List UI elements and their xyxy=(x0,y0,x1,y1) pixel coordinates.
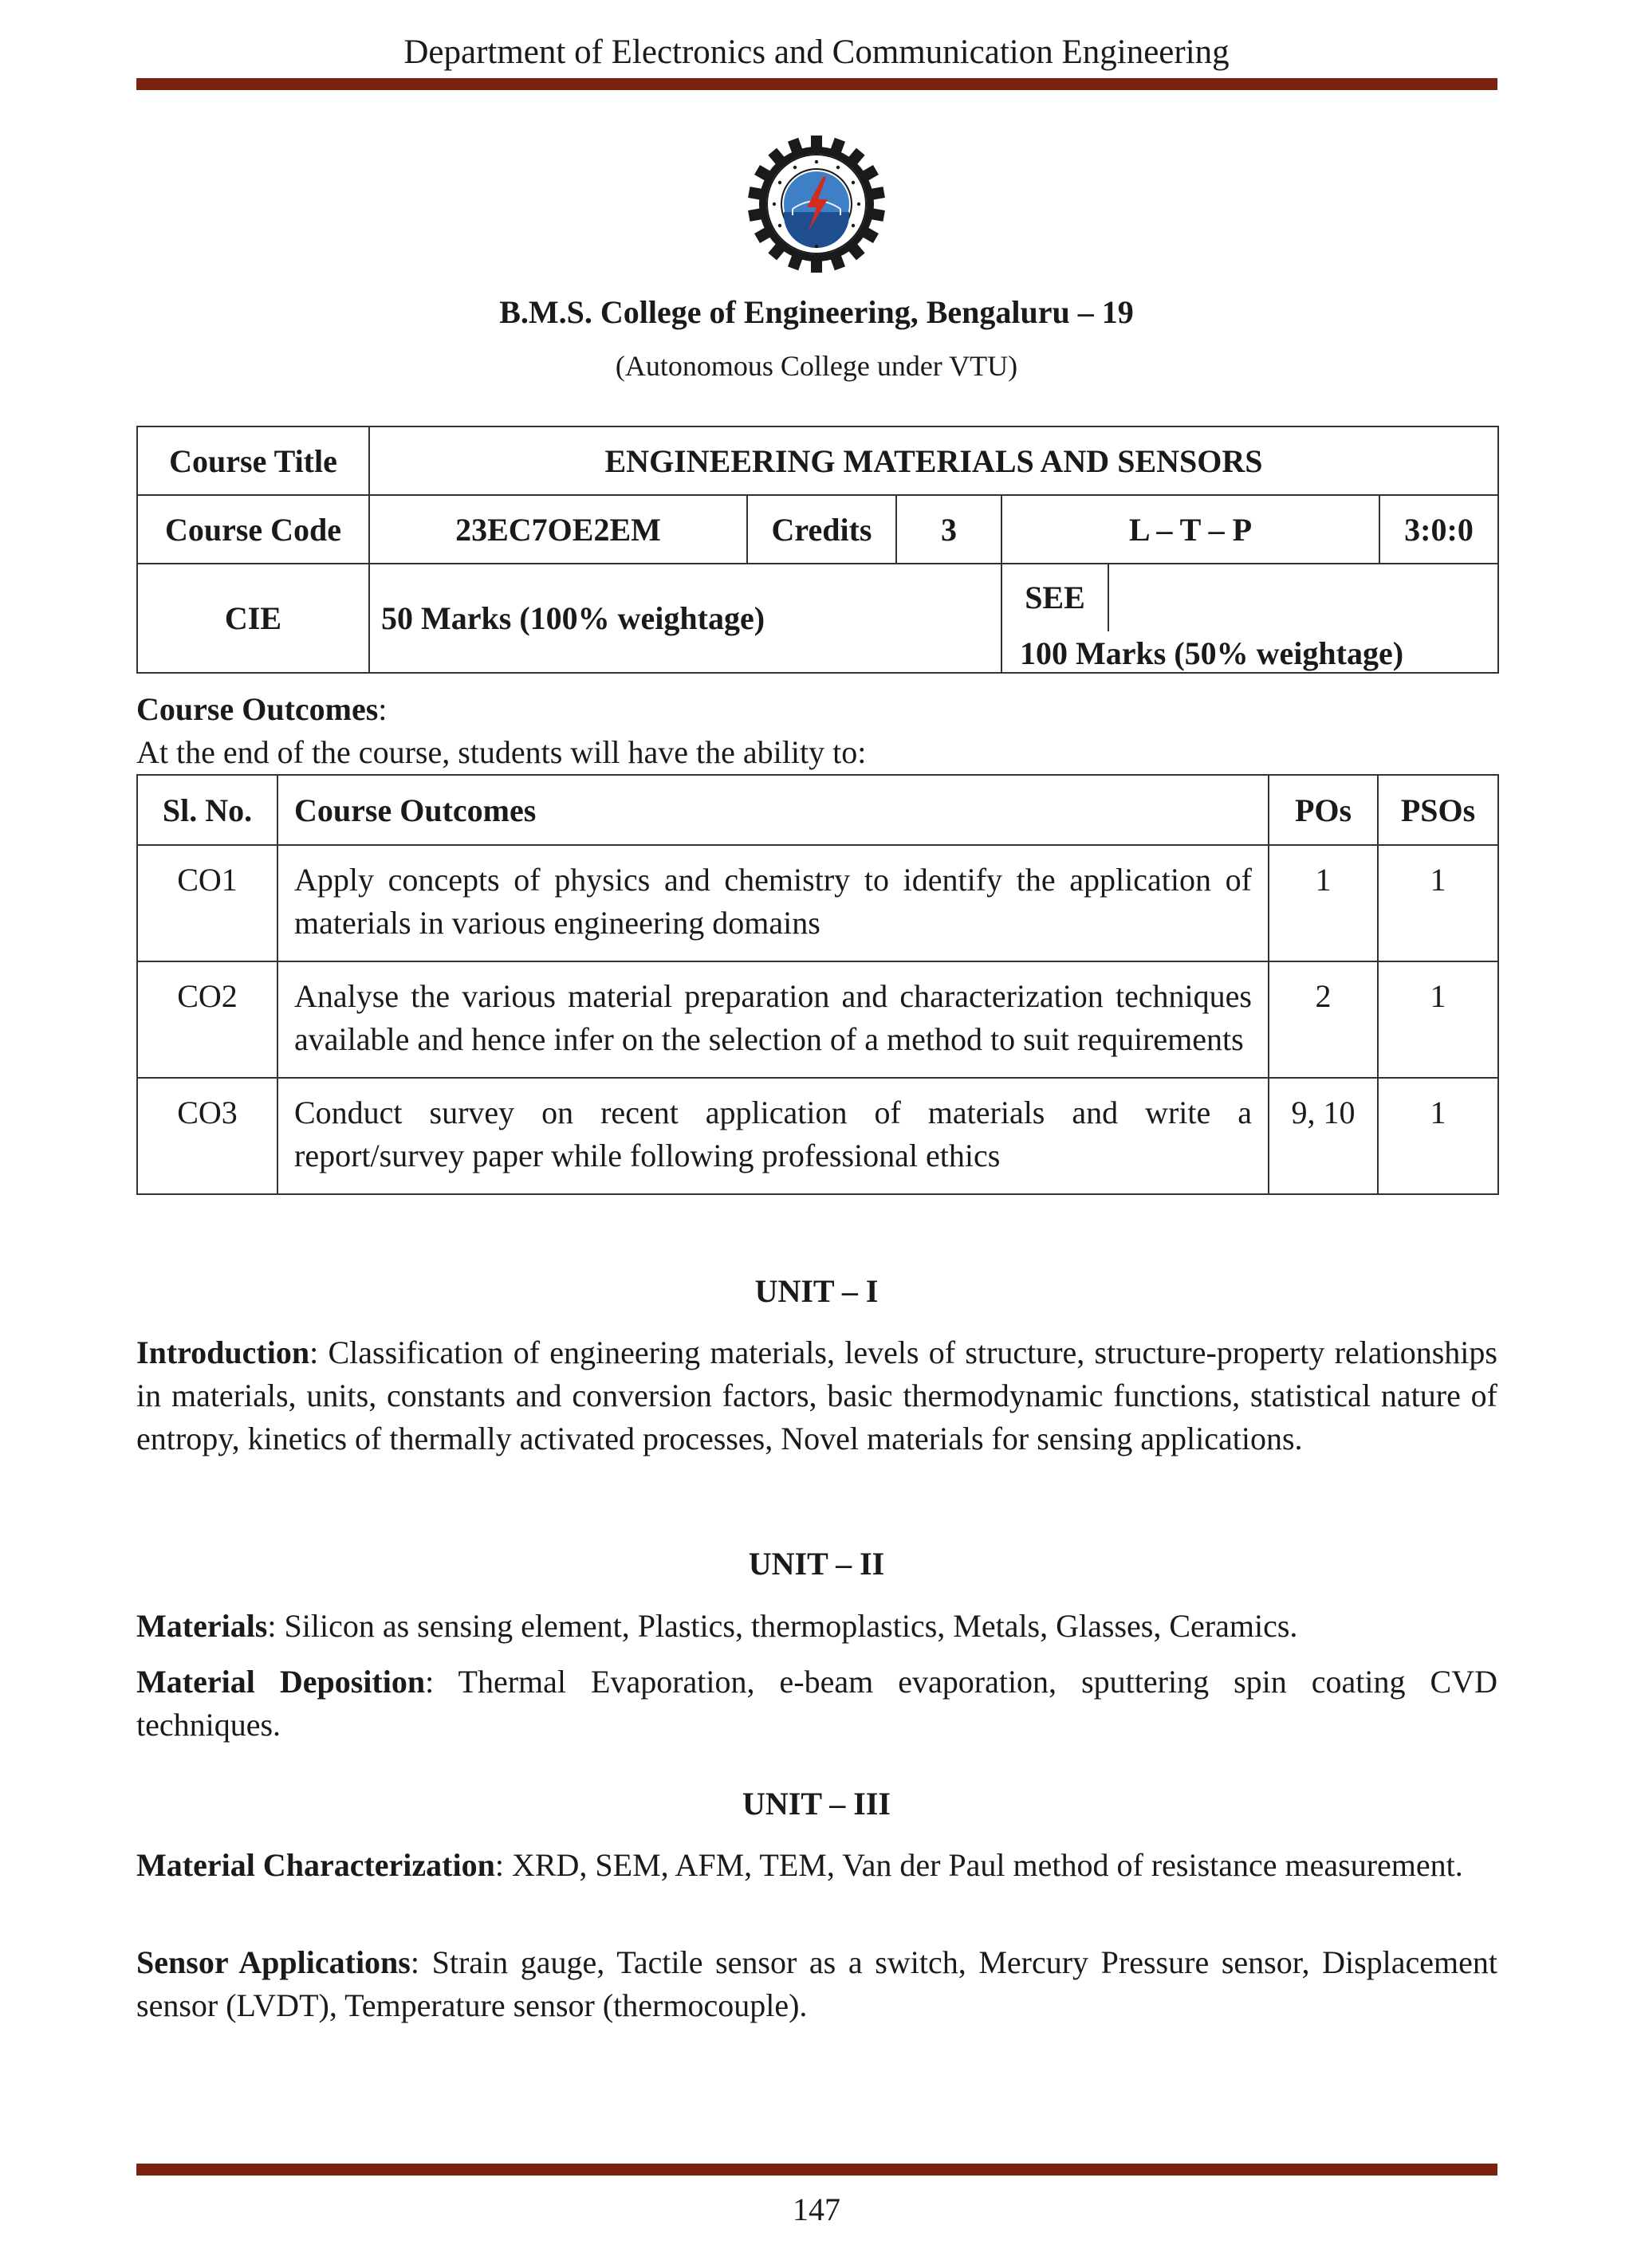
ltp-label: L – T – P xyxy=(1001,495,1379,564)
outcome-pos: 2 xyxy=(1269,961,1378,1078)
outcome-description: Apply concepts of physics and chemistry to identify the application of materials in various engineering domains xyxy=(277,845,1269,961)
see-cell xyxy=(1001,564,1498,673)
college-name: B.M.S. College of Engineering, Bengaluru – 19 xyxy=(499,294,1134,330)
see-label: SEE xyxy=(1002,564,1109,631)
paragraph-term: Sensor Applications xyxy=(136,1944,411,1980)
paragraph-text: : Silicon as sensing element, Plastics, thermoplastics, Metals, Glasses, Ceramics. xyxy=(267,1608,1298,1644)
course-outcomes-heading-text: Course Outcomes xyxy=(136,691,379,727)
outcome-description: Analyse the various material preparation and characterization techniques available and hence infer on the selection of a method to suit requirements xyxy=(277,961,1269,1078)
column-header-sl-no: Sl. No. xyxy=(137,775,277,845)
unit-paragraph xyxy=(136,1941,1497,2027)
paragraph-term: Material Characterization xyxy=(136,1847,495,1883)
cie-value: 50 Marks (100% weightage) xyxy=(369,564,1001,673)
unit-paragraph xyxy=(136,1844,1497,1887)
course-outcomes-heading-colon: : xyxy=(378,691,388,727)
paragraph-text: : Thermal Evaporation, e-beam evaporation, sputtering spin coating CVD techniques. xyxy=(136,1664,1498,1743)
outcome-id: CO1 xyxy=(137,845,277,961)
college-seal-icon xyxy=(748,136,885,273)
outcome-pos: 1 xyxy=(1269,845,1378,961)
course-title-label: Course Title xyxy=(137,426,369,495)
unit-title: UNIT – III xyxy=(742,1786,891,1822)
unit-title: UNIT – II xyxy=(748,1546,885,1582)
college-seal-graphic xyxy=(748,136,885,273)
header-rule xyxy=(136,78,1497,90)
unit-paragraph xyxy=(136,1605,1497,1648)
unit-paragraph xyxy=(136,1331,1497,1460)
cie-label: CIE xyxy=(137,564,369,673)
outcome-description: Conduct survey on recent application of materials and write a report/survey paper while following professional ethics xyxy=(277,1078,1269,1194)
page-number: 147 xyxy=(793,2191,840,2227)
college-subtitle: (Autonomous College under VTU) xyxy=(615,350,1018,382)
course-outcomes-heading xyxy=(136,689,387,730)
course-outcomes-table xyxy=(136,774,1499,1195)
department-header: Department of Electronics and Communication Engineering xyxy=(403,33,1230,71)
outcome-id: CO3 xyxy=(137,1078,277,1194)
outcome-id: CO2 xyxy=(137,961,277,1078)
table-row xyxy=(137,845,1498,961)
table-row xyxy=(137,1078,1498,1194)
table-row xyxy=(137,961,1498,1078)
unit-paragraph xyxy=(136,1661,1497,1747)
paragraph-text: : Classification of engineering materials, levels of structure, structure-property relationships in materials, units, constants and conversion factors, basic thermodynamic functions, statistical nature of entropy, kinetics of thermally activated processes, Novel materials for sensing applications. xyxy=(136,1334,1497,1456)
paragraph-text: : XRD, SEM, AFM, TEM, Van der Paul method of resistance measurement. xyxy=(494,1847,1463,1883)
credits-label: Credits xyxy=(747,495,896,564)
outcome-psos: 1 xyxy=(1378,1078,1498,1194)
outcome-psos: 1 xyxy=(1378,845,1498,961)
unit-title: UNIT – I xyxy=(754,1273,879,1309)
paragraph-term: Material Deposition xyxy=(136,1664,426,1700)
outcome-pos: 9, 10 xyxy=(1269,1078,1378,1194)
paragraph-text: : Strain gauge, Tactile sensor as a switch, Mercury Pressure sensor, Displacement sensor (LVDT), Temperature sensor (thermocouple). xyxy=(136,1944,1497,2023)
ltp-value: 3:0:0 xyxy=(1379,495,1498,564)
course-code-value: 23EC7OE2EM xyxy=(369,495,747,564)
table-header-row xyxy=(137,775,1498,845)
table-row xyxy=(137,426,1498,495)
course-title-value: ENGINEERING MATERIALS AND SENSORS xyxy=(369,426,1498,495)
table-row xyxy=(137,495,1498,564)
outcome-psos: 1 xyxy=(1378,961,1498,1078)
table-row xyxy=(137,564,1498,673)
course-outcomes-intro: At the end of the course, students will have the ability to: xyxy=(136,734,867,770)
column-header-course-outcomes: Course Outcomes xyxy=(277,775,1269,845)
credits-value: 3 xyxy=(896,495,1001,564)
column-header-pos: POs xyxy=(1269,775,1378,845)
footer-rule xyxy=(136,2164,1497,2176)
paragraph-term: Materials xyxy=(136,1608,268,1644)
course-code-label: Course Code xyxy=(137,495,369,564)
course-info-table xyxy=(136,426,1499,674)
column-header-psos: PSOs xyxy=(1378,775,1498,845)
see-value: 100 Marks (50% weightage) xyxy=(1020,635,1404,672)
paragraph-term: Introduction xyxy=(136,1334,310,1370)
